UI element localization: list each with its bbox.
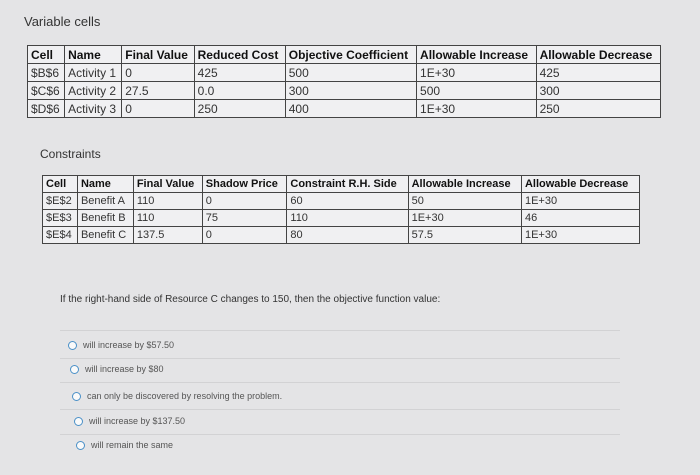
answer-option[interactable] [76,440,173,450]
table-cell: 27.5 [122,82,194,100]
table-row [28,82,661,100]
table-cell: 0.0 [194,82,285,100]
table-cell: 110 [133,210,202,227]
radio-button[interactable] [70,365,79,374]
table-cell: 110 [133,193,202,210]
table-cell: Benefit B [77,210,133,227]
column-header: Final Value [133,176,202,193]
constraints-table [42,175,640,244]
answer-option[interactable] [68,340,174,350]
table-cell: Benefit A [77,193,133,210]
column-header: Allowable Increase [408,176,521,193]
radio-button[interactable] [76,441,85,450]
table-cell: 0 [122,100,194,118]
variable-cells-title: Variable cells [24,14,101,29]
table-header-row [28,46,661,64]
table-cell: 0 [202,227,287,244]
table-cell: 1E+30 [521,227,639,244]
table-cell: 57.5 [408,227,521,244]
divider [60,434,620,435]
table-cell: Benefit C [77,227,133,244]
column-header: Final Value [122,46,194,64]
column-header: Allowable Decrease [521,176,639,193]
divider [60,409,620,410]
radio-button[interactable] [68,341,77,350]
table-cell: 500 [417,82,537,100]
table-cell: 425 [194,64,285,82]
option-label: will remain the same [91,440,174,450]
table-cell: 1E+30 [417,64,537,82]
table-row [28,64,661,82]
table-cell: $D$6 [28,100,65,118]
table-row [43,193,640,210]
table-cell: 300 [536,82,660,100]
divider [60,358,620,359]
column-header: Name [77,176,133,193]
column-header: Objective Coefficient [285,46,416,64]
radio-button[interactable] [72,392,81,401]
table-cell: 75 [202,210,287,227]
option-label: can only be discovered by resolving the problem. [87,391,283,401]
table-cell: Activity 3 [65,100,122,118]
question-text: If the right-hand side of Resource C changes to 150, then the objective function value: [60,294,441,305]
column-header: Cell [28,46,65,64]
answer-option[interactable] [70,364,164,374]
table-cell: 0 [202,193,287,210]
table-cell: 400 [285,100,416,118]
option-label: will increase by $80 [85,364,164,374]
table-cell: 80 [287,227,408,244]
divider [60,330,620,331]
answer-option[interactable] [74,416,185,426]
table-cell: 425 [536,64,660,82]
column-header: Constraint R.H. Side [287,176,408,193]
column-header: Name [65,46,122,64]
table-cell: 1E+30 [521,193,639,210]
option-label: will increase by $137.50 [89,416,186,426]
table-cell: Activity 2 [65,82,122,100]
column-header: Shadow Price [202,176,287,193]
column-header: Allowable Increase [417,46,537,64]
table-cell: $E$3 [43,210,78,227]
table-header-row [43,176,640,193]
table-cell: 250 [536,100,660,118]
radio-button[interactable] [74,417,83,426]
table-cell: $C$6 [28,82,65,100]
table-cell: 46 [521,210,639,227]
table-row [43,210,640,227]
column-header: Cell [43,176,78,193]
column-header: Allowable Decrease [536,46,660,64]
table-cell: 60 [287,193,408,210]
table-row [43,227,640,244]
table-cell: $B$6 [28,64,65,82]
table-cell: 137.5 [133,227,202,244]
table-cell: $E$4 [43,227,78,244]
table-cell: $E$2 [43,193,78,210]
column-header: Reduced Cost [194,46,285,64]
table-cell: 250 [194,100,285,118]
table-cell: 500 [285,64,416,82]
table-cell: 1E+30 [417,100,537,118]
divider [60,382,620,383]
table-cell: 50 [408,193,521,210]
table-cell: 110 [287,210,408,227]
variable-cells-table [27,45,661,118]
table-cell: Activity 1 [65,64,122,82]
option-label: will increase by $57.50 [83,340,175,350]
table-cell: 1E+30 [408,210,521,227]
table-cell: 300 [285,82,416,100]
table-row [28,100,661,118]
answer-option[interactable] [72,391,282,401]
table-cell: 0 [122,64,194,82]
constraints-title: Constraints [40,147,101,161]
